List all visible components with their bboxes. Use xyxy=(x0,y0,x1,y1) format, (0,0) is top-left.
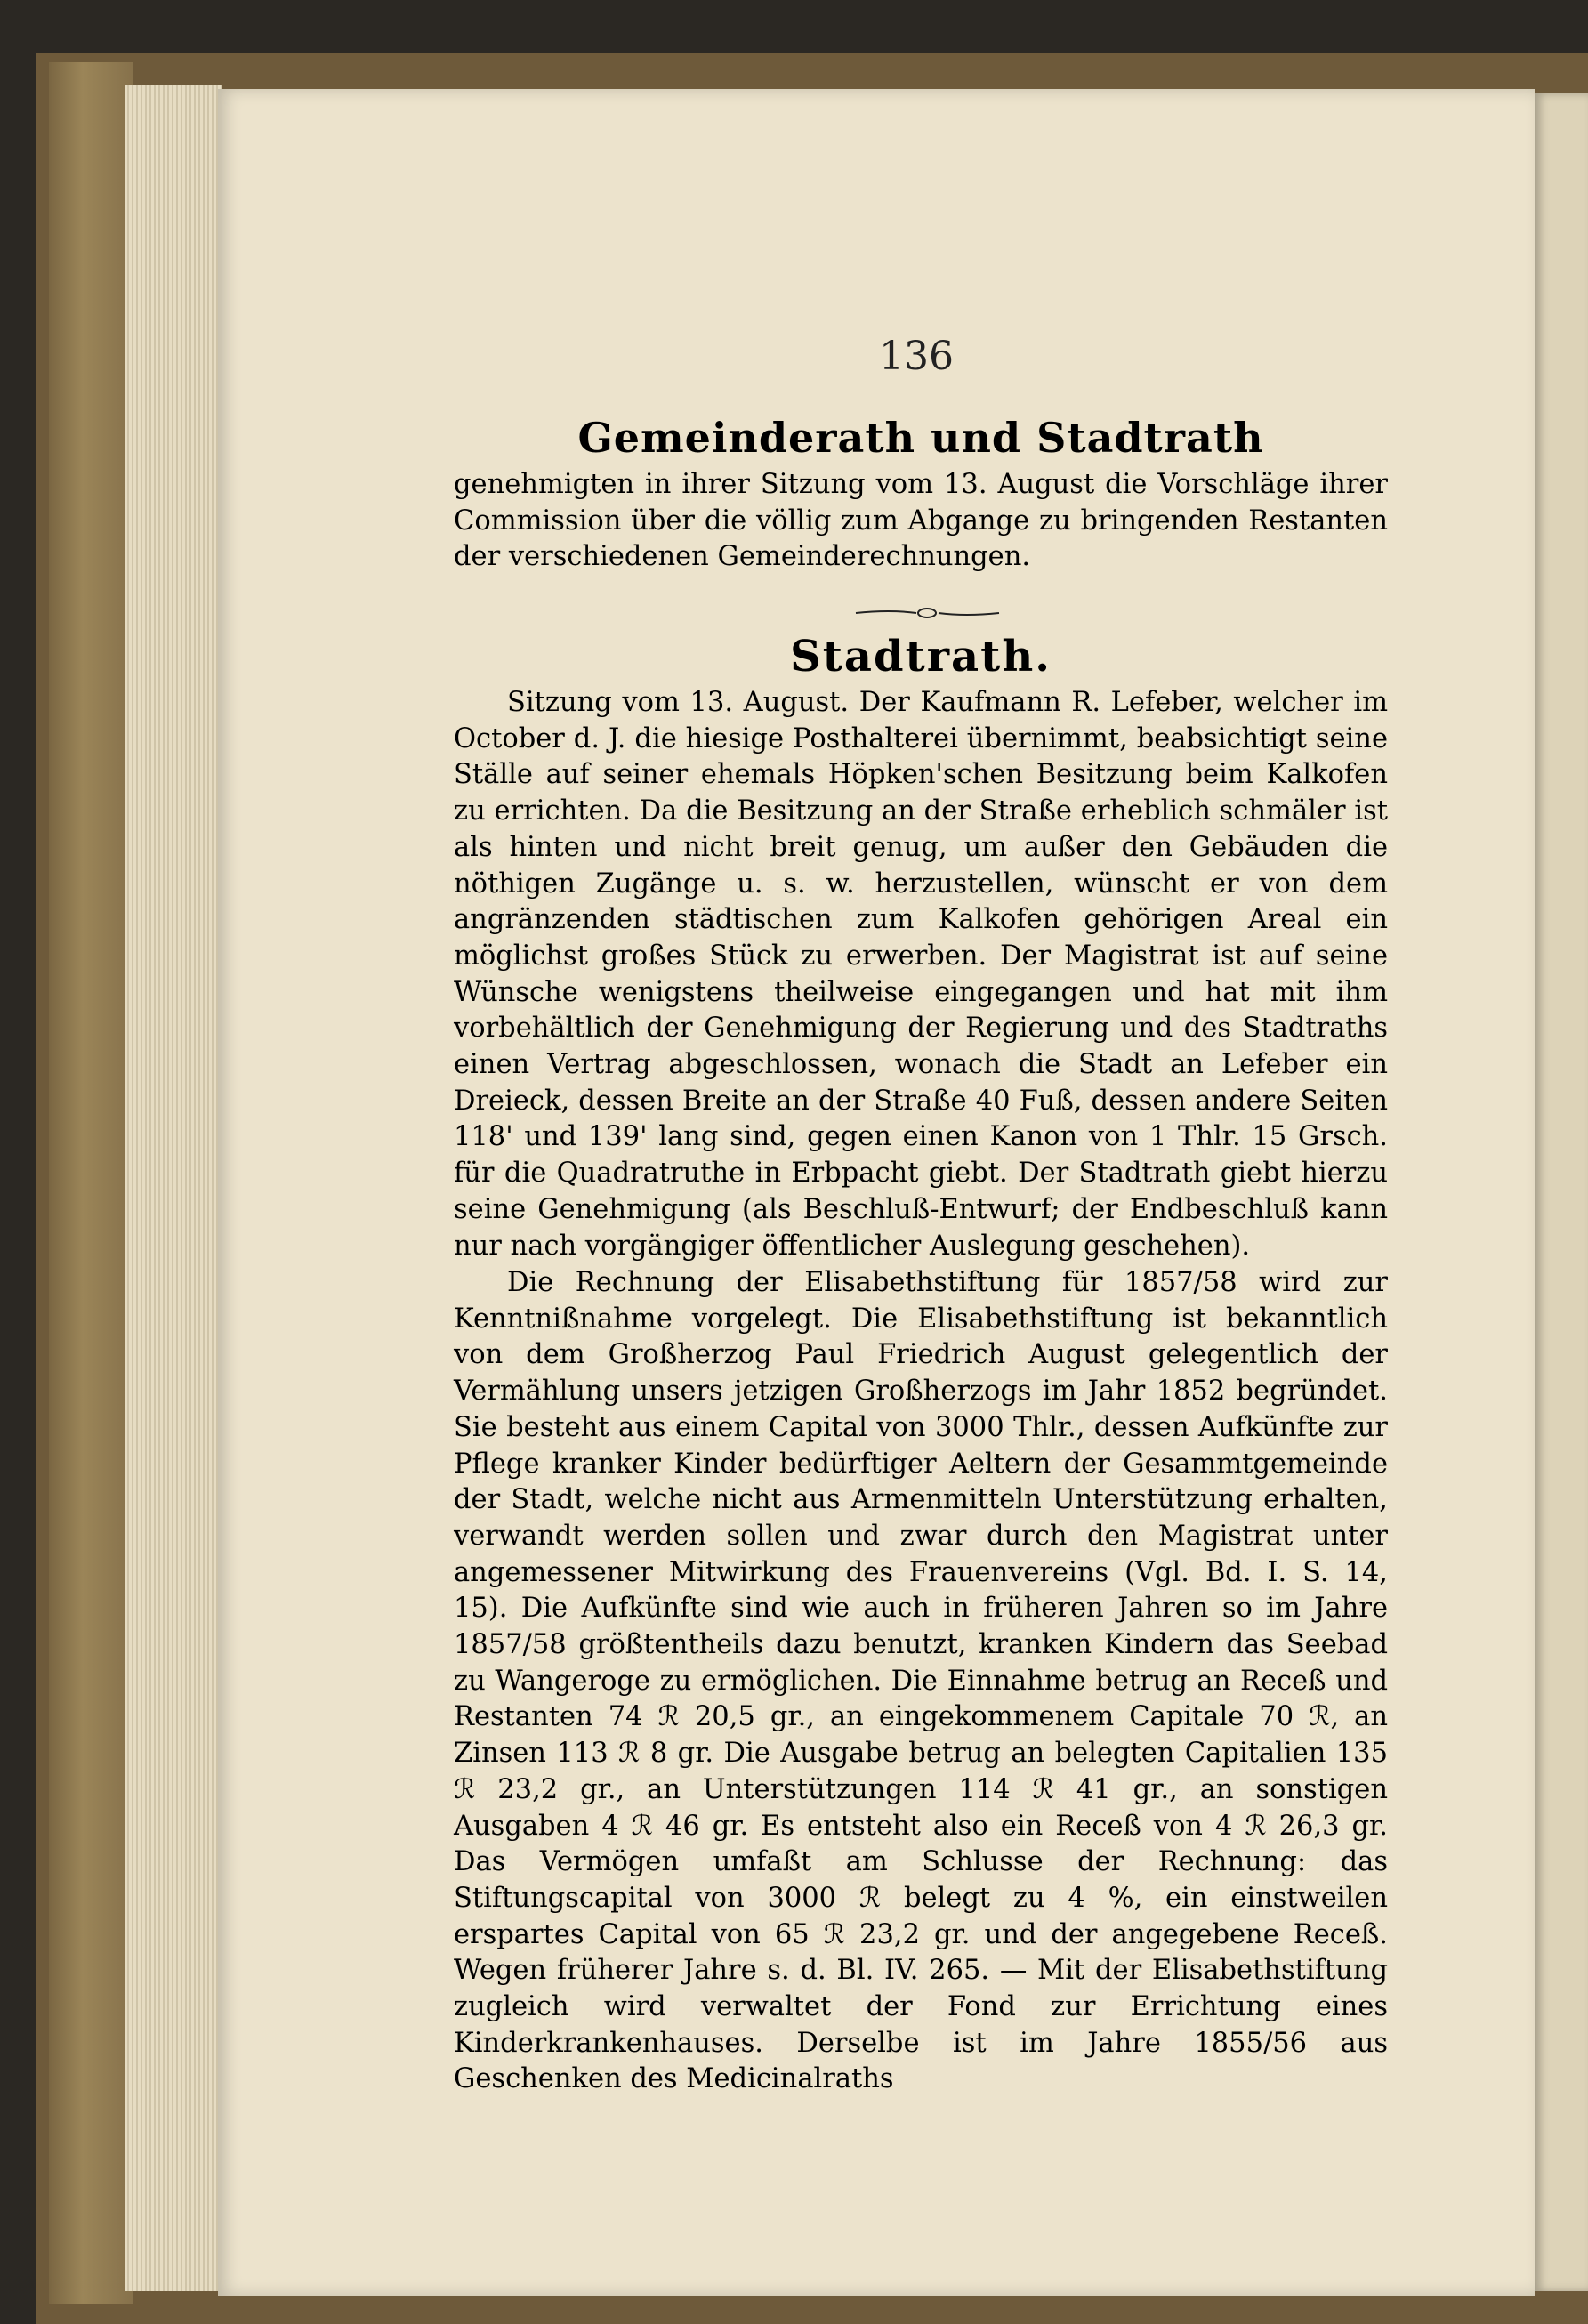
page-number: 136 xyxy=(879,334,954,379)
section-title: Stadtrath. xyxy=(790,632,1052,682)
book-cover-edge xyxy=(49,62,133,2304)
page-stack-edges xyxy=(125,85,222,2291)
next-page-edge xyxy=(1535,93,1588,2291)
running-head: Gemeinderath und Stadtrath xyxy=(577,414,1264,462)
paragraph-1: genehmigten in ihrer Sitzung vom 13. August die Vorschläge ihrer Commission über die völlig zum Abgange zu bringenden Restanten der verschiedenen Gemeinderechnungen. xyxy=(454,469,1388,573)
ornament-divider xyxy=(854,608,1001,618)
paragraph-3: Die Rechnung der Elisabethstiftung für 1857/58 wird zur Kenntnißnahme vorgelegt. Die Elisabethstiftung ist bekanntlich von dem Großherzog Paul Friedrich August gelegentlich der Vermählung unsers jetzigen Großherzogs im Jahr 1852 begründet. Sie besteht aus einem Capital von 3000 Thlr., dessen Aufkünfte zur Pflege kranker Kinder bedürftiger Aeltern der Gesammtgemeinde der Stadt, welche nicht aus Armenmitteln Unterstützung erhalten, verwandt werden sollen und zwar durch den Magistrat unter angemessener Mitwirkung des Frauenvereins (Vgl. Bd. I. S. 14, 15). Die Aufkünfte sind wie auch in früheren Jahren so im Jahre 1857/58 größtentheils dazu benutzt, kranken Kindern das Seebad zu Wangeroge zu ermöglichen. Die Einnahme betrug an Receß und Restanten 74 ℛ 20,5 gr., an eingekommenem Capitale 70 ℛ, an Zinsen 113 ℛ 8 gr. Die Ausgabe betrug an belegten Capitalien 135 ℛ 23,2 gr., an Unterstützungen 114 ℛ 41 gr., an sonstigen Ausgaben 4 ℛ 46 gr. Es entsteht also ein Receß von 4 ℛ 26,3 gr. Das Vermögen umfaßt am Schlusse der Rechnung: das Stiftungscapital von 3000 ℛ belegt zu 4 %, ein einstweilen erspartes Capital von 65 ℛ 23,2 gr. und der angegebene Receß. Wegen früherer Jahre s. d. Bl. IV. 265. — Mit der Elisabethstiftung zugleich wird verwaltet der Fond zur Errichtung eines Kinderkrankenhauses. Derselbe ist im Jahre 1855/56 aus Geschenken des Medicinalraths xyxy=(454,1267,1388,2095)
paragraph-2: Sitzung vom 13. August. Der Kaufmann R. Lefeber, welcher im October d. J. die hiesige Posthalterei übernimmt, beabsichtigt seine Ställe auf seiner ehemals Höpken'schen Besitzung beim Kalkofen zu errichten. Da die Besitzung an der Straße erheblich schmäler ist als hinten und nicht breit genug, um außer den Gebäuden die nöthigen Zugänge u. s. w. herzustellen, wünscht er von dem angränzenden städtischen zum Kalkofen gehörigen Areal ein möglichst großes Stück zu erwerben. Der Magistrat ist auf seine Wünsche wenigstens theilweise eingegangen und hat mit ihm vorbehältlich der Genehmigung der Regierung und des Stadtraths einen Vertrag abgeschlossen, wonach die Stadt an Lefeber ein Dreieck, dessen Breite an der Straße 40 Fuß, dessen andere Seiten 118' und 139' lang sind, gegen einen Kanon von 1 Thlr. 15 Grsch. für die Quadratruthe in Erbpacht giebt. Der Stadtrath giebt hierzu seine Genehmigung (als Beschluß-Entwurf; der Endbeschluß kann nur nach vorgängiger öffentlicher Auslegung geschehen). xyxy=(454,687,1388,1262)
